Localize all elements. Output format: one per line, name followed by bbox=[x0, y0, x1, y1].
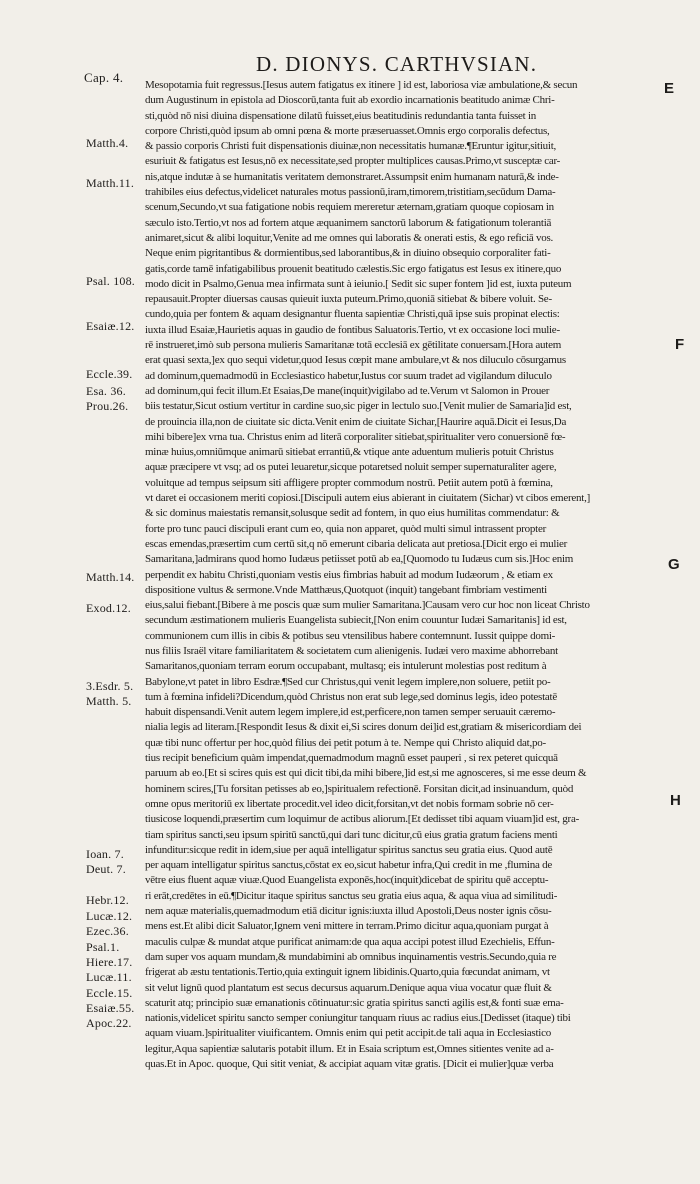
text-line: ad dominum,qui fecit illum.Et Esaias,De mane(inquit)vigilabo ad te.Verum vt Salomon in Prouer bbox=[145, 384, 550, 397]
text-line: & passio corporis Christi fuit dispensationis diuinæ,non necessitatis humanæ.¶Eruntur igitur,sitiuit, bbox=[145, 140, 557, 153]
margin-ref: Hebr.12. bbox=[86, 893, 129, 907]
text-line: quæ tibi nunc offertur per hoc,quòd filius dei petit potum à te. Nempe qui Christo aliquid dat,po- bbox=[145, 736, 546, 749]
text-line: eius,salui fiebant.[Bibere à me poscis quæ sum mulier Samaritana.]Causam vero cur hoc non liceat Christo bbox=[145, 599, 590, 612]
section-marker-g: G bbox=[668, 556, 680, 573]
text-line: tum à fœmina infideli?Dicendum,quòd Christus non erat sub lege,sed dominus legis, ideo potestatē bbox=[145, 690, 557, 703]
text-line: communionem cum illis in cibis & potibus seu vtensilibus habere contemnunt. Iussit quippe domi- bbox=[145, 629, 556, 642]
text-line: nus filiis Israël vitare familiaritatem & societatem cum alienigenis. Iudæi vero maxime abhorrebant bbox=[145, 644, 558, 657]
text-line: Babylone,vt patet in libro Esdræ.¶Sed cur Christus,qui venit legem implere,non soluere, petiit po- bbox=[145, 675, 551, 688]
text-line: vētre eius fluent aquæ viuæ.Quod Euangelista exponēs,hoc(inquit)dicebat de spiritu quē acceptu- bbox=[145, 874, 549, 887]
text-line: animaret,sicut & alibi loquitur,Venite ad me omnes qui laboratis & onerati estis, & ego reficiā vos. bbox=[145, 231, 554, 244]
text-line: sit velut lignū quod plantatum est secus decursus aquarum.Denique aqua viua vocatur quæ fluit & bbox=[145, 981, 552, 994]
text-line: forte pro tunc pauci discipuli erant cum eo, quia non apparet, quòd multi simul intrassent propter bbox=[145, 522, 547, 535]
text-line: trahibiles eius defectus,videlicet naturales motus passionū,iram,timorem,tristitiam,secūdum Dama- bbox=[145, 186, 556, 199]
margin-ref: Ioan. 7. bbox=[86, 847, 124, 861]
text-line: biis testatur,Sicut ostium vertitur in cardine suo,sic piger in lectulo suo.[Venit mulier de Samaria]id est, bbox=[145, 400, 572, 413]
text-line: frigerat ab æstu tentationis.Tertio,quia extinguit ignem libidinis.Quarto,quia fœcundat animam, vt bbox=[145, 966, 550, 979]
text-line: ri erāt,credētes in eū.¶Dicitur itaque spiritus sanctus seu gratia eius aqua, & aqua viua ad similitudi- bbox=[145, 889, 558, 902]
text-line: omne opus meritoriū ex libertate procedit.vel ideo dicit,forsitan,vt det nobis formam sobrie nō cer- bbox=[145, 797, 554, 810]
margin-ref: Exod.12. bbox=[86, 601, 131, 615]
section-marker-h: H bbox=[670, 792, 681, 809]
text-line: Samaritana,]admirans quod homo Iudæus petiisset potū ab ea,[Quomodo tu Iudæus cum sis.]Hoc enim bbox=[145, 553, 574, 566]
margin-ref: Matth.11. bbox=[86, 176, 135, 190]
margin-ref: Lucæ.11. bbox=[86, 970, 132, 984]
text-line: esuriuit & fatigatus est Iesus,nō ex necessitate,sed propter multiplices causas.Primo,vt susceptæ car- bbox=[145, 155, 561, 168]
text-line: voluitque ad tempus seipsum siti affligere propter commodum nostrū. Petiit autem potū à fœmina, bbox=[145, 476, 553, 489]
text-line: rē instrueret,imò sub persona mulieris Samaritanæ totā ecclesiā ex gētilitate conuersam.[Hora autem bbox=[145, 339, 562, 352]
margin-ref: 3.Esdr. 5. bbox=[86, 679, 134, 693]
text-line: hominem scires,[Tu forsitan petisses ab eo,]spiritualem refectionē. Forsitan dicit,ad insinuandum, quòd bbox=[145, 782, 574, 795]
text-line: Samaritanos,quoniam terram eorum occupabant, multasq; eis intulerunt molestias post reditum à bbox=[145, 660, 547, 673]
text-line: escas emendas,præsertim cum certū sit,q nō emerunt cibaria delicata aut pretiosa.[Dicit ergo ei mulier bbox=[145, 537, 568, 550]
text-line: per aquam intelligatur spiritus sanctus,cōstat ex eo,sicut habetur infra,Qui credit in me ,flumina de bbox=[145, 859, 552, 872]
text-line: maculis culpæ & mundat atque purificat animam:de qua aqua accipi potest illud Ezechielis, Effun- bbox=[145, 935, 555, 948]
text-line: gatis,corde tamē infatigabilibus prouenit beatitudo cælestis.Sic ergo fatigatus est Iesus ex itinere,quo bbox=[145, 262, 562, 275]
text-line: repausauit.Propter diuersas causas quieuit iuxta puteum.Primo,quoniā sitiebat & bibere voluit. Se- bbox=[145, 293, 552, 306]
text-line: corpore Christi,quòd ipsum ab omni pœna & morte præseruasset.Omnis ergo corporalis defectus, bbox=[145, 124, 550, 137]
text-line: nialia legis ad literam.[Respondit Iesus & dixit ei,Si scires donum dei]id est,gratiam & misericordiam dei bbox=[145, 721, 582, 734]
margin-ref: Prou.26. bbox=[86, 399, 129, 413]
margin-ref: Ezec.36. bbox=[86, 924, 129, 938]
margin-ref: Matth.4. bbox=[86, 136, 129, 150]
text-line: quas.Et in Apoc. quoque, Qui sitit veniat, & accipiat aquam vitæ gratis. [Dicit ei mulier]quæ verba bbox=[145, 1058, 554, 1070]
margin-ref: Lucæ.12. bbox=[86, 909, 133, 923]
text-line: dum Augustinum in epistola ad Dioscorū,tanta fuit ab exordio incarnationis beatitudo animæ Chri- bbox=[145, 94, 555, 107]
text-line: minæ huius,omniūmque animarū sitiebat errantiū,& vtique ante aduentum mulieris potuit Christus bbox=[145, 446, 554, 459]
margin-ref: Psal. 108. bbox=[86, 274, 136, 288]
text-line: dam super vos aquam mundam,& mundabimini ab omnibus inquinamentis vestris.Secundo,quia re bbox=[145, 950, 557, 963]
text-line: aquam viuam.]spiritualiter viuificantem. Omnis enim qui petit accipit.de tali aqua in Ecclesiastico bbox=[145, 1027, 551, 1040]
text-line: perpendit ex habitu Christi,quoniam vestis eius fimbrias habuit ad modum Iudæorum , & etiam ex bbox=[145, 568, 553, 581]
margin-ref: Esaiæ.55. bbox=[86, 1001, 135, 1015]
margin-ref: Esaiæ.12. bbox=[86, 319, 135, 333]
text-line: nationis,videlicet spiritu sancto semper coniungitur tanquam riuus ac radius eius.[Dedisset (itaque) tibi bbox=[145, 1012, 571, 1025]
text-line: Neque enim pigritantibus & dormientibus,sed laborantibus,& in diuino obsequio corporaliter fati- bbox=[145, 247, 551, 260]
text-line: cundo,quia per fontem & aquam designantur fluenta sapientiæ Christi,quā ipse suis propinat electis: bbox=[145, 308, 560, 321]
text-line: scenum,Secundo,vt sua fatigatione nobis requiem mereretur æternam,gratiam quoque copiosam in bbox=[145, 201, 554, 214]
text-line: mihi bibere]ex vrna tua. Christus enim ad literā corporaliter sitiebat,spiritualiter vero conuersionē fœ- bbox=[145, 430, 566, 443]
text-line: ad dominum,quemadmodū in Ecclesiastico habetur,Iustus cor suum tradet ad vigilandum diluculo bbox=[145, 369, 552, 382]
text-line: aquæ præcipere vt vsq; ad os putei leuaretur,sicque potaretsed noluit semper supernaturaliter agere, bbox=[145, 461, 557, 474]
text-line: paruum ab eo.[Et si scires quis est qui dicit tibi,da mihi bibere,]id est,si me agnosceres, si me esse deum & bbox=[145, 767, 587, 780]
margin-references bbox=[0, 0, 150, 1184]
margin-ref: Apoc.22. bbox=[86, 1016, 132, 1030]
text-line: dispositione vultus & sermone.Vnde Matthæus,Quotquot (inquit) tangebant fimbriam vestimenti bbox=[145, 583, 547, 596]
text-line: modo dicit in Psalmo,Genua mea infirmata sunt à ieiunio.[ Sedit sic super fontem ]id est, iuxta puteum bbox=[145, 277, 572, 290]
text-line: vt daret ei occasionem meriti copiosi.[Discipuli autem eius abierant in ciuitatem (Sichar) vt cibos emerent,] bbox=[145, 492, 590, 505]
text-line: infunditur:sicque redit in idem,siue per aquā intelligatur spiritus sanctus seu gratia eius. Quod autē bbox=[145, 843, 553, 856]
text-line: tiam spiritus sancti,seu ipsum spiritū sanctū,qui dari tunc dicitur,cū eius gratia gratum faciens menti bbox=[145, 828, 558, 841]
margin-ref: Matth.14. bbox=[86, 570, 135, 584]
section-marker-e: E bbox=[664, 80, 675, 97]
margin-ref: Matth. 5. bbox=[86, 694, 132, 708]
margin-ref: Psal.1. bbox=[86, 940, 120, 954]
text-line: sti,quòd nō nisi diuina dispensatione dilatū fuisset,eius beatitudinis redundantia tanta fuisset in bbox=[145, 109, 537, 122]
text-line: & sic dominus maiestatis remansit,solusque sedit ad fontem, in quo eius humilitas commendatur: & bbox=[145, 507, 560, 520]
text-line: de prouincia illa,non de ciuitate sic dicta.Venit enim de ciuitate Sichar,[Haurire aquā.Dicit ei Iesus,Da bbox=[145, 415, 567, 428]
text-line: sæculo isto.Tertio,vt nos ad fortem atque æquanimem sanctorū laborum & fatigationum tolerantiā bbox=[145, 216, 552, 229]
margin-ref: Esa. 36. bbox=[86, 384, 126, 398]
text-line: legitur,Aqua sapientiæ salutaris potabit illum. Et in Esaia scriptum est,Omnes sitientes venite ad a- bbox=[145, 1042, 554, 1055]
text-line: Mesopotamia fuit regressus.[Iesus autem fatigatus ex itinere ] id est, laboriosa viæ ambulatione,& secun bbox=[145, 79, 578, 91]
margin-ref: Hiere.17. bbox=[86, 955, 133, 969]
text-line: erat quasi sexta,]ex quo sequi videtur,quod Iesus cœpit mane ambulare,vt & nos diluculo cōsurgamus bbox=[145, 354, 566, 367]
body-text bbox=[145, 78, 660, 1072]
text-line: iuxta illud Esaiæ,Haurietis aquas in gaudio de fontibus Saluatoris.Tertio, vt ex occasione loci mulie- bbox=[145, 323, 560, 336]
text-line: scaturit atq; principio suæ emanationis cōtinuatur:sic gratia spiritus sancti agilis est,& fonti suæ ema- bbox=[145, 996, 564, 1009]
margin-ref: Eccle.15. bbox=[86, 986, 133, 1000]
text-line: tiusicose loquendi,præsertim cum loquimur de actibus aliorum.[Et dedisset tibi aquam viuam]id est, gra- bbox=[145, 813, 580, 826]
text-line: nis,atque indutæ à se humanitatis veritatem demonstraret.Assumpsit enim humanam naturā,& inde- bbox=[145, 170, 559, 183]
margin-ref: Deut. 7. bbox=[86, 862, 126, 876]
text-line: nem aquæ materialis,quemadmodum etiā dicitur ignis:iuxta illud Apostoli,Deus noster ignis cōsu- bbox=[145, 905, 552, 918]
section-marker-f: F bbox=[675, 336, 685, 353]
margin-ref: Eccle.39. bbox=[86, 367, 133, 381]
text-line: tius recipit beneficium quàm impendat,quemadmodum magnū esset pauperi , si rex peteret quicquā bbox=[145, 752, 558, 765]
page-title: D. DIONYS. CARTHVSIAN. bbox=[256, 52, 538, 76]
text-line: mens est.Et alibi dicit Saluator,Ignem veni mittere in terram.Primo dicitur aqua,quoniam purgat à bbox=[145, 920, 549, 933]
text-line: habuit dispensandi.Venit autem legem implere,id est,perficere,non tamen semper seruauit cæremo- bbox=[145, 706, 556, 719]
text-line: secundum æstimationem mulieris Euangelista subiecit,[Non enim couuntur Iudæi Samaritanis] id est, bbox=[145, 614, 567, 627]
chapter-number: Cap. 4. bbox=[84, 70, 124, 85]
